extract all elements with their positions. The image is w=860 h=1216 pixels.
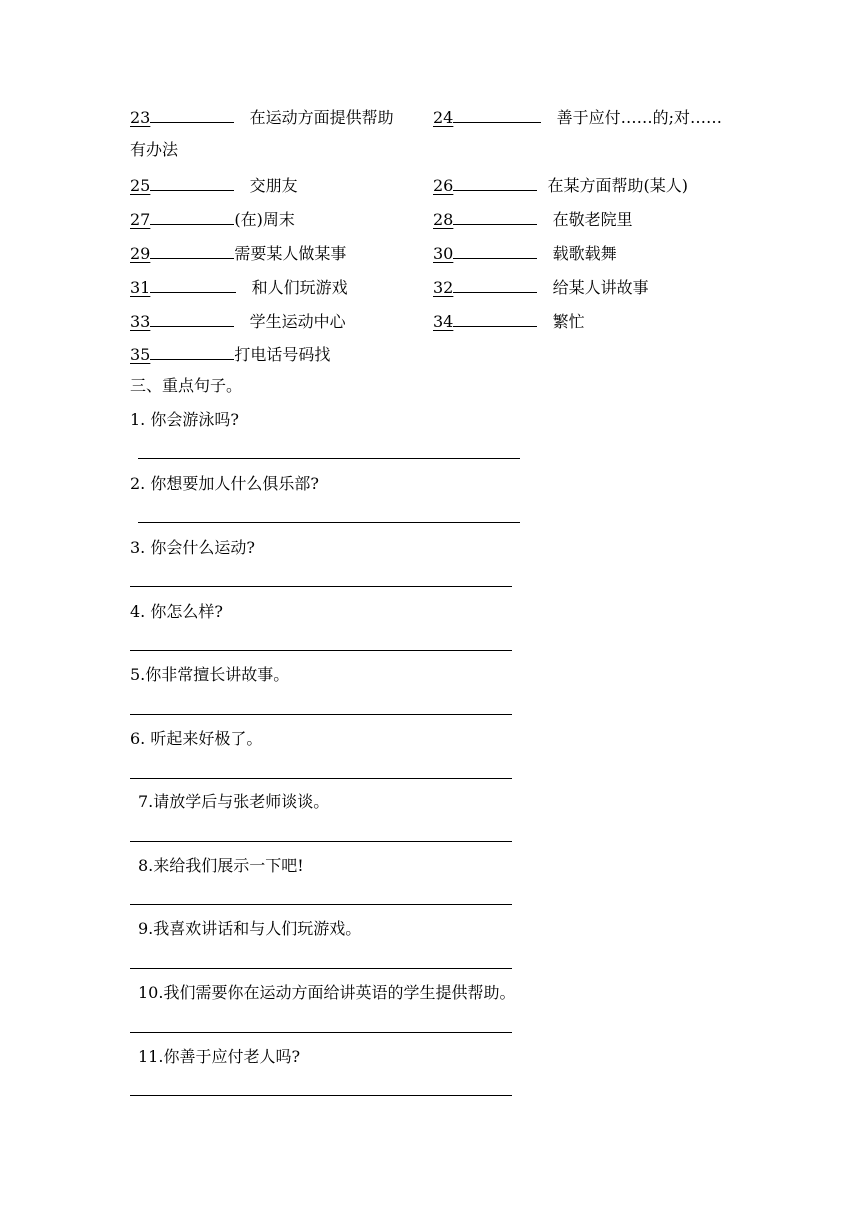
phrase-item-34	[433, 310, 585, 332]
sentence-prompt: 1. 你会游泳吗?	[130, 410, 239, 429]
phrase-item-33	[130, 310, 346, 332]
phrase-item-31	[130, 276, 348, 298]
phrase-text: 善于应付……的;对……	[556, 108, 723, 127]
phrase-item-29	[130, 242, 346, 264]
answer-blank[interactable]	[150, 174, 234, 191]
phrase-text: 在运动方面提供帮助	[249, 108, 394, 127]
answer-blank[interactable]	[150, 106, 234, 123]
sentence-prompt: 9.我喜欢讲话和与人们玩游戏。	[138, 919, 362, 938]
phrase-item-23	[130, 106, 394, 128]
phrase-number: 32	[433, 278, 454, 297]
phrase-number: 28	[433, 210, 454, 229]
answer-blank[interactable]	[150, 208, 234, 225]
sentence-prompt: 5.你非常擅长讲故事。	[130, 665, 290, 684]
answer-blank[interactable]	[150, 242, 234, 259]
answer-blank[interactable]	[453, 106, 541, 123]
phrase-item-32	[433, 276, 649, 298]
sentence-prompt: 11.你善于应付老人吗?	[138, 1047, 301, 1066]
phrase-text: 在某方面帮助(某人)	[547, 176, 689, 195]
sentence-prompt: 10.我们需要你在运动方面给讲英语的学生提供帮助。	[138, 983, 516, 1002]
phrase-continuation	[130, 140, 178, 160]
answer-blank[interactable]	[453, 276, 537, 293]
answer-blank[interactable]	[453, 242, 537, 259]
answer-blank[interactable]	[453, 208, 537, 225]
answer-line[interactable]	[130, 714, 512, 715]
phrase-text: 有办法	[130, 140, 179, 159]
phrase-text: 需要某人做某事	[234, 244, 347, 263]
phrase-text: 学生运动中心	[249, 312, 346, 331]
phrase-number: 30	[433, 244, 454, 263]
phrase-text: 交朋友	[249, 176, 298, 195]
answer-blank[interactable]	[150, 343, 234, 360]
phrase-text: 给某人讲故事	[552, 278, 649, 297]
phrase-item-25	[130, 174, 298, 196]
phrase-text: 和人们玩游戏	[251, 278, 348, 297]
sentence-prompt: 4. 你怎么样?	[130, 602, 223, 621]
answer-blank[interactable]	[453, 174, 537, 191]
phrase-number: 23	[130, 108, 151, 127]
answer-blank[interactable]	[150, 276, 236, 293]
phrase-number: 24	[433, 108, 454, 127]
answer-line[interactable]	[130, 841, 512, 842]
sentence-prompt: 2. 你想要加人什么俱乐部?	[130, 474, 319, 493]
sentence-prompt: 6. 听起来好极了。	[130, 729, 263, 748]
phrase-number: 34	[433, 312, 454, 331]
phrase-text: (在)周末	[234, 210, 295, 229]
phrase-number: 31	[130, 278, 151, 297]
answer-line[interactable]	[130, 1032, 512, 1033]
phrase-item-35	[130, 343, 330, 365]
answer-line[interactable]	[130, 1095, 512, 1096]
answer-line[interactable]	[138, 522, 520, 523]
phrase-item-27	[130, 208, 295, 230]
phrase-item-28	[433, 208, 633, 230]
answer-blank[interactable]	[150, 310, 234, 327]
phrase-number: 26	[433, 176, 454, 195]
sentence-prompt: 3. 你会什么运动?	[130, 538, 255, 557]
phrase-text: 载歌载舞	[552, 244, 617, 263]
phrase-number: 33	[130, 312, 151, 331]
answer-line[interactable]	[130, 968, 512, 969]
phrase-item-24	[433, 106, 722, 128]
answer-line[interactable]	[138, 458, 520, 459]
phrase-item-30	[433, 242, 617, 264]
phrase-number: 27	[130, 210, 151, 229]
phrase-text: 打电话号码找	[234, 345, 331, 364]
phrase-item-26	[433, 174, 688, 196]
phrase-number: 25	[130, 176, 151, 195]
answer-line[interactable]	[130, 778, 512, 779]
sentence-prompt: 8.来给我们展示一下吧!	[138, 856, 304, 875]
phrase-text: 在敬老院里	[552, 210, 633, 229]
answer-line[interactable]	[130, 650, 512, 651]
sentence-prompt: 7.请放学后与张老师谈谈。	[138, 792, 330, 811]
answer-line[interactable]	[130, 904, 512, 905]
phrase-number: 29	[130, 244, 151, 263]
answer-line[interactable]	[130, 586, 512, 587]
phrase-text: 繁忙	[552, 312, 585, 331]
section-title: 三、重点句子。	[130, 376, 243, 395]
answer-blank[interactable]	[453, 310, 537, 327]
phrase-number: 35	[130, 345, 151, 364]
